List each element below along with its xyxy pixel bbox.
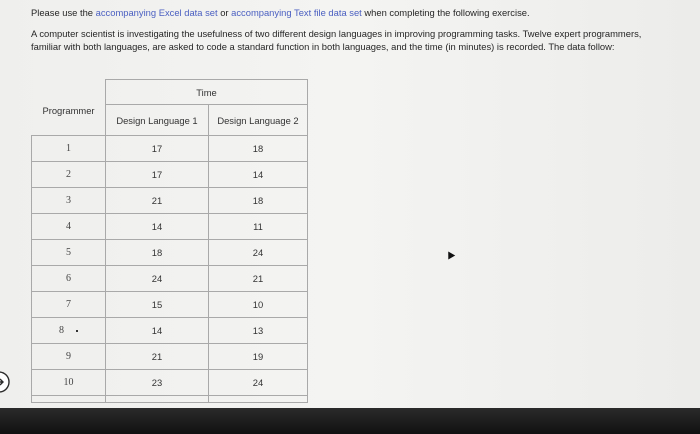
design2-cell: 14 [209,162,308,188]
undo-arrow-icon[interactable] [0,370,15,394]
design2-cell: 10 [209,292,308,318]
design1-header-cell [106,105,209,136]
programmer-cell: 1 [32,136,106,162]
programmer-cell: 7 [32,292,106,318]
design1-cell: 14 [106,318,209,344]
intro-paragraph: A computer scientist is investigating the usefulness of two different design languages in improving programming tasks. Twelve expert programmers, familiar with both languages, are asked to code a standard function in both languages, and the time (in minutes) is recorded. The data follow: [31,28,642,52]
table-row [32,266,308,292]
instruction-prefix: Please use the [31,7,96,18]
time-group-header [106,80,308,105]
table-row [32,240,308,266]
design2-cell: 19 [209,344,308,370]
design2-cell: 21 [209,266,308,292]
mouse-cursor-icon [445,249,455,259]
design1-cell: 17 [106,136,209,162]
table-row [32,162,308,188]
programmer-cell: 9 [32,344,106,370]
design1-cell: 14 [106,214,209,240]
bottom-dark-bar [0,408,700,434]
design1-cell: 18 [106,240,209,266]
design1-cell-empty [106,396,209,403]
programmer-header: Programmer [42,105,95,116]
excel-data-link[interactable]: accompanying Excel data set [95,7,218,18]
programmer-number: 8 [59,325,64,336]
table-row [32,188,308,214]
design2-cell: 13 [209,318,308,344]
table-row [32,370,308,396]
programmer-cell [32,318,106,344]
table-corner-cell [32,80,106,105]
design1-cell: 21 [106,188,209,214]
design2-cell: 18 [209,136,308,162]
programmer-header-cell [32,105,106,136]
design1-cell: 15 [106,292,209,318]
design1-cell: 24 [106,266,209,292]
table-row [32,136,308,162]
table-row-partial [32,396,308,403]
stray-dot-mark [76,330,78,332]
programmer-cell: 10 [32,370,106,396]
design1-cell: 21 [106,344,209,370]
programmer-cell: 6 [32,266,106,292]
table-group-header-row [32,80,308,105]
text-file-data-link[interactable]: accompanying Text file data set [231,7,362,18]
design2-cell-empty [209,396,308,403]
design2-cell: 24 [209,240,308,266]
design2-header: Design Language 2 [217,114,299,126]
time-header-label: Time [196,86,217,98]
design1-cell: 17 [106,162,209,188]
table-row [32,344,308,370]
design2-cell: 18 [209,188,308,214]
programmer-cell: 5 [32,240,106,266]
design2-header-cell [209,105,308,136]
instruction-suffix: when completing the following exercise. [361,7,530,18]
table-row [32,214,308,240]
design1-cell: 23 [106,370,209,396]
design1-header: Design Language 1 [116,114,198,126]
programmer-cell-empty [32,396,106,403]
instruction-text [31,6,671,19]
design2-cell: 11 [209,214,308,240]
programmer-cell: 2 [32,162,106,188]
table-header-row [32,105,308,136]
table-row [32,292,308,318]
instruction-middle: or [217,7,232,18]
data-table [31,79,308,403]
table-row [32,318,308,344]
programmer-cell: 4 [32,214,106,240]
programmer-cell: 3 [32,188,106,214]
design2-cell: 24 [209,370,308,396]
